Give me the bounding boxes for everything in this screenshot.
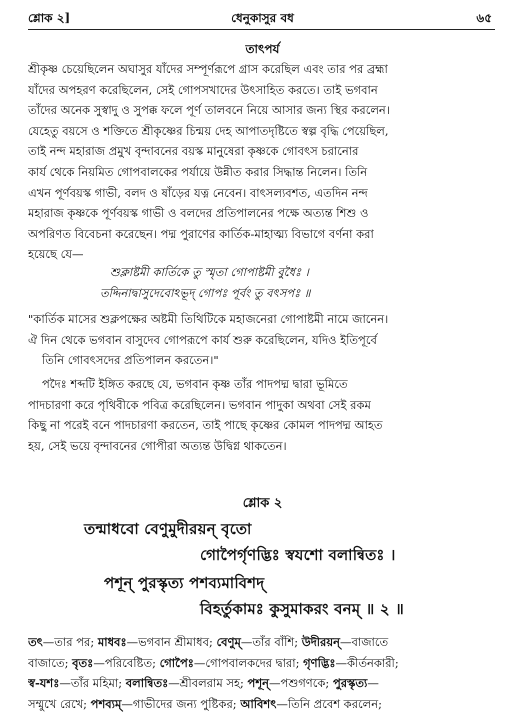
purport-heading: তাৎপর্য — [245, 42, 280, 56]
padaih-line: হয়, সেই ভয়ে বৃন্দাবনের গোপীরা অত্যন্ত উদ্বিগ্ন থাকতেন। — [28, 438, 287, 453]
term-meaning: —শ্রীবলরাম সহ; — [168, 676, 248, 691]
term-meaning: — — [367, 676, 379, 691]
quoted-verse-line: শুক্লাষ্টমী কার্তিকে তু স্মৃতা গোপাষ্টমী বুধৈঃ । — [110, 265, 309, 279]
purport-line: যাঁদের অপহরণ করেছিলেন, সেই গোপসখাদের উৎসাহিত করতে। তাই ভগবান — [28, 82, 378, 97]
purport-line: হয়েছে যে— — [28, 247, 84, 262]
sanskrit-term: গৃণদ্ভিঃ — [303, 655, 336, 670]
purport-line: কার্য থেকে নিয়মিত গোপবালকের পর্যায়ে উন্নীত করার সিদ্ধান্ত নিলেন। তিনি — [28, 164, 368, 179]
purport-line: যেহেতু বয়সে ও শক্তিতে শ্রীকৃষ্ণের চিন্ময় দেহ আপাতদৃষ্টিতে স্বল্প বৃদ্ধি পেয়েছিল, — [28, 123, 389, 138]
translation-line: ঐ দিন থেকে ভগবান বাসুদেব গোপরূপে কার্য শুরু করেছিলেন, যদিও ইতিপূর্বে — [28, 332, 377, 347]
translation-line: তিনি গোবৎসদের প্রতিপালন করতেন।" — [42, 353, 219, 368]
page-number: ৬৫ — [476, 11, 492, 25]
verse-number-heading: শ্লোক ২ — [242, 496, 283, 511]
purport-line: তাঁদের অনেক সুস্বাদু ও সুপক্ক ফলে পূর্ণ তালবনে নিয়ে আসার জন্য স্থির করলেন। — [28, 103, 390, 118]
page-header-chapter-ref: শ্লোক ২] — [28, 11, 71, 25]
term-meaning: —তার পর; — [42, 635, 98, 649]
purport-line: শ্রীকৃষ্ণ চেয়েছিলেন অঘাসুর যাঁদের সম্পূর্ণরূপে গ্রাস করেছিল এবং তার পর ব্রহ্মা — [28, 62, 388, 76]
term-meaning: —তাঁর বাঁশি; — [240, 635, 302, 649]
sanskrit-term: আবিশৎ — [240, 696, 277, 711]
padaih-line: কিছু না পরেই বনে পাদচারণা করতেন, তাই পাছে কৃষ্ণের কোমল পাদপদ্ম আহত — [28, 418, 383, 433]
term-meaning: —গাভীদের জন্য পুষ্টিকর; — [121, 696, 241, 711]
padaih-paragraph — [28, 374, 496, 456]
term-meaning: —ভগবান শ্রীমাধব; — [126, 635, 217, 649]
sanskrit-term: বলান্বিতঃ — [125, 676, 169, 691]
word-meanings-line — [28, 653, 496, 674]
purport-paragraph — [28, 59, 496, 265]
word-meanings-line — [28, 673, 496, 694]
sanskrit-term: বেণুম্ — [216, 635, 241, 649]
purport-line: অপরিণত বিবেচনা করেছেন। পদ্ম পুরাণের কার্তিক-মাহাত্ম্য বিভাগে বর্ণনা করা — [28, 226, 374, 241]
quote-translation — [28, 309, 496, 371]
term-meaning: —গোপবালকদের দ্বারা; — [193, 655, 304, 670]
term-meaning: বাজাতে; — [28, 655, 73, 670]
term-meaning: —পশুগণকে; — [269, 676, 333, 691]
term-meaning: —তাঁর মহিমা; — [59, 676, 126, 691]
word-meanings-line — [28, 694, 496, 715]
word-meanings-line — [28, 632, 496, 653]
term-meaning: —কীর্তনকারী; — [335, 655, 399, 670]
sanskrit-term: তৎ — [28, 635, 43, 649]
word-meanings — [28, 632, 496, 714]
sanskrit-term: গোপৈঃ — [159, 655, 194, 670]
header-rule — [28, 29, 495, 30]
sanskrit-verse-line: বিহর্তুকামঃ কুসুমাকরং বনম্ ॥ ২ ॥ — [200, 600, 404, 618]
purport-line: মহারাজ কৃষ্ণকে পূর্ণবয়স্ক গাভী ও বলদের প্রতিপালনের পক্ষে অত্যন্ত শিশু ও — [28, 206, 369, 221]
quoted-verse-line: তদ্দিনাদ্বাসুদেবোঽভূদ্ গোপঃ পূর্বং তু বৎসপঃ ॥ — [100, 286, 311, 300]
term-meaning: —বাজাতে — [340, 635, 389, 649]
sanskrit-term: উদীরয়ন্ — [301, 635, 340, 649]
sanskrit-term: স্ব-যশঃ — [28, 676, 60, 691]
padaih-line: পাদচারণা করে পৃথিবীকে পবিত্র করেছিলেন। ভগবান পাদুকা অথবা সেই রকম — [28, 397, 371, 412]
page-header-title: ধেনুকাসুর বধ — [231, 11, 294, 25]
term-meaning: —তিনি প্রবেশ করলেন; — [276, 696, 382, 711]
term-meaning: সম্মুখে রেখে; — [28, 696, 91, 711]
sanskrit-verse-line: তন্মাধবো বেণুমুদীরয়ন্ বৃতো — [84, 520, 252, 538]
sanskrit-term: বৃতঃ — [72, 655, 94, 670]
purport-line: তাই নন্দ মহারাজ প্রমুখ বৃন্দাবনের বয়স্ক মানুষেরা কৃষ্ণকে গোবৎস চরানোর — [28, 144, 359, 159]
purport-line: এখন পূর্ণবয়স্ক গাভী, বলদ ও ষাঁড়ের যত্ন নেবেন। বাৎসল্যবশত, এতদিন নন্দ — [28, 185, 368, 200]
translation-line: "কার্তিক মাসের শুক্লপক্ষের অষ্টমী তিথিটিকে মহাজনেরা গোপাষ্টমী নামে জানেন। — [28, 312, 389, 326]
sanskrit-term: পশূন্ — [247, 676, 270, 691]
term-meaning: —পরিবেষ্টিত; — [93, 655, 160, 670]
sanskrit-verse-line: গোপৈর্গৃণদ্ভিঃ স্বযশো বলান্বিতঃ । — [200, 546, 396, 564]
sanskrit-term: পশব্যম্ — [90, 696, 122, 711]
padaih-line: পদৈঃ শব্দটি ইঙ্গিত করছে যে, ভগবান কৃষ্ণ তাঁর পাদপদ্ম দ্বারা ভূমিতে — [42, 377, 348, 391]
sanskrit-term: মাধবঃ — [97, 635, 127, 649]
sanskrit-term: পুরস্কৃত্য — [332, 676, 368, 691]
sanskrit-verse-line: পশূন্ পুরস্কৃত্য পশব্যমাবিশদ্ — [104, 574, 265, 592]
